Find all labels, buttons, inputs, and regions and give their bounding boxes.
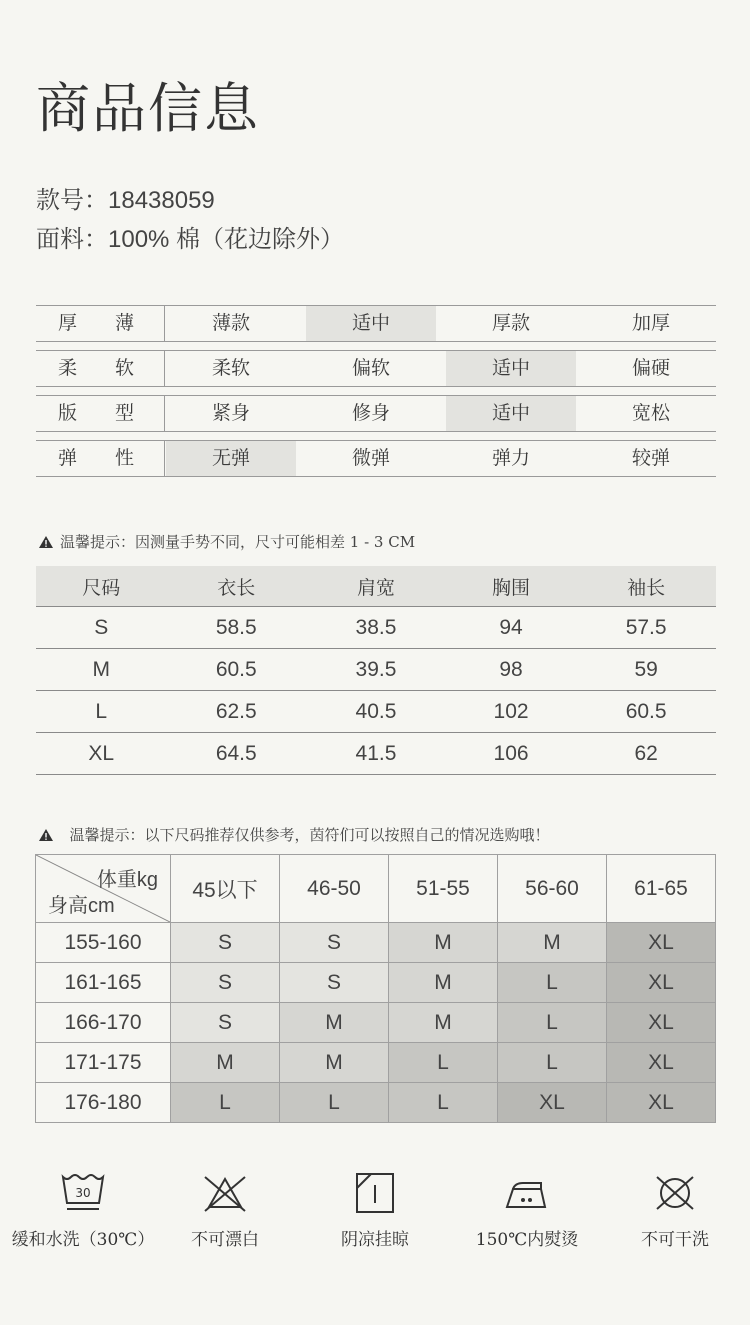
attribute-row [36,395,716,432]
attribute-row [36,440,716,477]
care-label: 缓和水洗（30℃） [11,1230,155,1250]
size-cell: 106 [446,733,576,775]
attribute-option: 厚款 [491,312,530,334]
table-row [36,649,716,691]
shade-dry-icon [351,1173,399,1213]
recommend-size-cell: XL [607,1003,716,1043]
fabric-info: 面料：100% 棉（花边除外） [36,226,345,253]
attribute-option-selected: 适中 [446,351,576,386]
recommend-size-cell: L [498,1043,607,1083]
measure-warning-text: 温馨提示：因测量手势不同，尺寸可能相差 1 - 3 CM [60,533,416,551]
attribute-option: 加厚 [631,312,670,334]
recommend-size-cell: M [280,1043,389,1083]
size-column-header: 尺码 [36,566,166,607]
attribute-option: 较弹 [631,447,670,469]
table-row [36,733,716,775]
no-bleach-icon [201,1173,249,1213]
recommend-size-cell: XL [498,1083,607,1123]
weight-header: 61-65 [607,855,716,923]
attribute-option-selected: 适中 [306,306,436,341]
attribute-option: 微弹 [351,447,390,469]
size-column-header: 袖长 [576,566,716,607]
weight-header: 46-50 [280,855,389,923]
care-label: 阴凉挂晾 [341,1230,409,1250]
recommend-size-cell: L [280,1083,389,1123]
size-cell: 57.5 [576,607,716,649]
height-header: 171-175 [36,1043,171,1083]
size-cell: L [36,691,166,733]
recommend-size-cell: XL [607,1043,716,1083]
height-header: 166-170 [36,1003,171,1043]
page-title: 商品信息 [36,77,260,140]
attribute-option-selected: 适中 [446,396,576,431]
recommend-size-cell: L [498,963,607,1003]
recommend-size-cell: L [171,1083,280,1123]
recommend-warning [38,824,550,845]
size-cell: 62.5 [166,691,306,733]
table-row [36,1083,716,1123]
warning-icon [38,535,54,549]
table-row [36,1003,716,1043]
size-cell: 60.5 [166,649,306,691]
size-cell: XL [36,733,166,775]
size-cell: 39.5 [306,649,446,691]
recommend-size-cell: L [389,1043,498,1083]
size-cell: 59 [576,649,716,691]
care-label: 不可干洗 [641,1230,709,1250]
size-cell: 58.5 [166,607,306,649]
recommend-size-cell: M [389,1003,498,1043]
recommend-size-cell: M [389,923,498,963]
size-cell: 102 [446,691,576,733]
attribute-option: 柔软 [211,357,250,379]
weight-axis-label: 体重kg [96,869,158,891]
size-cell: 60.5 [576,691,716,733]
recommend-size-cell: M [280,1003,389,1043]
attribute-option: 紧身 [211,402,250,424]
warning-icon [38,828,54,842]
care-iron [452,1173,602,1250]
attribute-option: 宽松 [631,402,670,424]
attribute-option: 偏硬 [631,357,670,379]
size-cell: 40.5 [306,691,446,733]
table-row [36,923,716,963]
recommend-size-cell: S [171,1003,280,1043]
size-recommend-table [35,854,716,1123]
attribute-option: 修身 [351,402,390,424]
weight-header: 51-55 [389,855,498,923]
recommend-size-cell: S [280,963,389,1003]
care-dry [300,1173,450,1250]
attribute-option-selected: 无弹 [166,441,296,476]
table-corner [36,855,171,923]
height-header: 176-180 [36,1083,171,1123]
size-cell: 41.5 [306,733,446,775]
attribute-label: 柔 软 [36,351,165,386]
size-column-header: 肩宽 [306,566,446,607]
care-label: 不可漂白 [191,1230,259,1250]
table-row [36,1043,716,1083]
size-column-header: 胸围 [446,566,576,607]
care-label: 150℃内熨烫 [475,1230,579,1250]
recommend-size-cell: XL [607,1083,716,1123]
attribute-label: 弹 性 [36,441,165,476]
weight-header: 45以下 [171,855,280,923]
size-cell: M [36,649,166,691]
height-header: 155-160 [36,923,171,963]
attribute-row [36,305,716,342]
recommend-size-cell: S [280,923,389,963]
height-header: 161-165 [36,963,171,1003]
size-table [36,566,716,775]
no-dry-clean-icon [651,1173,699,1213]
attribute-row [36,350,716,387]
recommend-size-cell: M [171,1043,280,1083]
size-cell: 62 [576,733,716,775]
attribute-option: 弹力 [491,447,530,469]
table-row [36,963,716,1003]
table-row [36,607,716,649]
care-bleach [150,1173,300,1250]
recommend-size-cell: L [389,1083,498,1123]
wash-temp: 30 [75,1186,91,1200]
measure-warning [38,531,415,552]
recommend-size-cell: S [171,963,280,1003]
attribute-option: 薄款 [211,312,250,334]
recommend-size-cell: S [171,923,280,963]
style-number: 款号：18438059 [36,187,215,214]
size-column-header: 衣长 [166,566,306,607]
weight-header: 56-60 [498,855,607,923]
size-cell: 94 [446,607,576,649]
recommend-size-cell: M [389,963,498,1003]
height-axis-label: 身高cm [48,895,115,917]
size-cell: 64.5 [166,733,306,775]
recommend-size-cell: XL [607,963,716,1003]
attribute-label: 版 型 [36,396,165,431]
table-row [36,691,716,733]
wash-30-icon [59,1173,107,1213]
size-cell: S [36,607,166,649]
care-wash [8,1173,158,1250]
recommend-size-cell: L [498,1003,607,1043]
size-cell: 98 [446,649,576,691]
recommend-size-cell: M [498,923,607,963]
iron-150-icon [503,1173,551,1213]
attribute-option: 偏软 [351,357,390,379]
care-dryclean [600,1173,750,1250]
size-cell: 38.5 [306,607,446,649]
recommend-size-cell: XL [607,923,716,963]
attribute-table [36,305,716,485]
recommend-warning-text: 温馨提示：以下尺码推荐仅供参考，茵符们可以按照自己的情况选购哦！ [69,826,550,844]
attribute-label: 厚 薄 [36,306,165,341]
